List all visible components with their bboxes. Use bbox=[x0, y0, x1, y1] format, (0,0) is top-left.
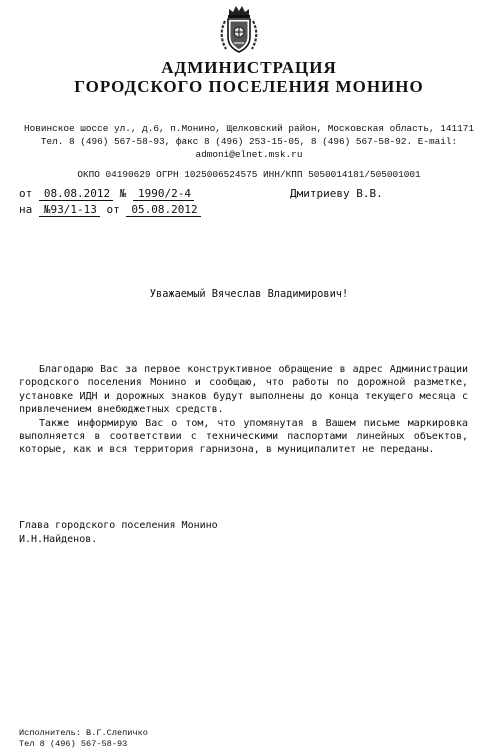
number-label: № bbox=[119, 187, 127, 200]
address-line: Новинское шоссе ул., д.6, п.Монино, Щелковский район, Московская область, 141171 bbox=[23, 123, 475, 134]
email-line: admoni@elnet.msk.ru bbox=[195, 149, 303, 160]
incoming-number: №93/1-13 bbox=[39, 203, 100, 217]
registration-codes: ОКПО 04190629 ОГРН 1025006524575 ИНН/КПП 5050014181/505001001 bbox=[77, 169, 421, 180]
outgoing-number: 1990/2-4 bbox=[133, 187, 194, 201]
from-label: от bbox=[19, 187, 33, 200]
incoming-reference bbox=[19, 203, 201, 216]
coat-of-arms-icon bbox=[216, 3, 262, 55]
on-label: на bbox=[19, 203, 33, 216]
signatory-position: Глава городского поселения Монино bbox=[19, 520, 218, 531]
contacts-line: Тел. 8 (496) 567-58-93, факс 8 (496) 253-15-05, 8 (496) 567-58-92. E-mail: bbox=[40, 136, 458, 147]
addressee: Дмитриеву В.В. bbox=[290, 187, 383, 200]
letter-body bbox=[19, 363, 468, 457]
body-paragraph-2: Также информирую Вас о том, что упомянутая в Вашем письме маркировка выполняется в соответствии с техническими паспортами линейных объектов, которые, как и вся территория гарнизона, в муниципалитет не переданы. bbox=[19, 417, 468, 456]
greeting: Уважаемый Вячеслав Владимирович! bbox=[149, 288, 349, 300]
executor-phone: Тел 8 (496) 567-58-93 bbox=[19, 739, 128, 749]
outgoing-reference bbox=[19, 187, 194, 200]
executor-name: Исполнитель: В.Г.Слепичко bbox=[19, 728, 148, 738]
body-paragraph-1: Благодарю Вас за первое конструктивное обращение в адрес Администрации городского поселения Монино и сообщаю, что работы по дорожной разметке, установке ИДН и дорожных знаков будут выполнены до конца текущего месяца с привлечением внебюджетных средств. bbox=[19, 364, 468, 416]
org-title-line1: АДМИНИСТРАЦИЯ bbox=[161, 58, 337, 77]
incoming-from-label: от bbox=[106, 203, 120, 216]
org-title-line2: ГОРОДСКОГО ПОСЕЛЕНИЯ МОНИНО bbox=[74, 77, 424, 96]
outgoing-date: 08.08.2012 bbox=[39, 187, 113, 201]
signatory-name: И.Н.Найденов. bbox=[19, 534, 98, 545]
incoming-date: 05.08.2012 bbox=[126, 203, 200, 217]
